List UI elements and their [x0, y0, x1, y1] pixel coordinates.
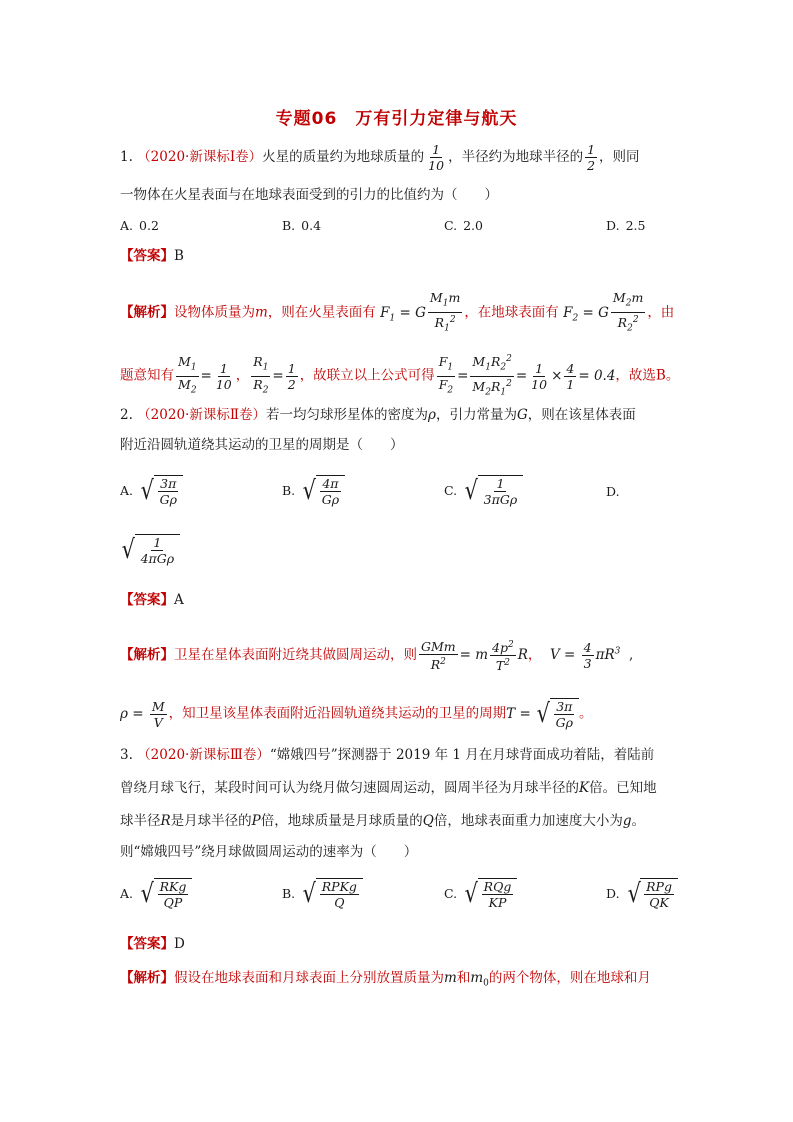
q1-fraction-1-2: $\frac{1}{2}$ — [587, 142, 596, 173]
q1-answer: 【答案】B — [120, 248, 184, 264]
q3-option-c: C. √ $\frac{\text{RQg}}{KP}$ — [444, 877, 517, 911]
q1-eq-radius-ratio: $\frac{R_1}{R_2}$ = $\frac{1}{2}$ — [253, 354, 296, 396]
q3-source: （2020·新课标Ⅲ卷） — [137, 747, 270, 763]
q3-line3: 球半径R是月球半径的P倍，地球质量是月球质量的Q倍，地球表面重力加速度大小为g。 — [120, 813, 645, 829]
q1-line2: 一物体在火星表面与在地球表面受到的引力的比值约为（ ） — [120, 187, 498, 203]
q1-line1 — [120, 142, 640, 173]
q3-answer: 【答案】D — [120, 936, 185, 952]
q3-line2: 曾绕月球飞行，某段时间可认为绕月做匀速圆周运动，圆周半径为月球半径的K倍。已知地 — [120, 780, 657, 796]
q2-eq-volume: V = $\frac{4}{3}$ $\pi R^3$ — [550, 640, 621, 672]
q1-option-a: A. 0.2 — [120, 218, 159, 233]
q1-fraction-1-10: $\frac{1}{10}$ — [428, 142, 445, 173]
q2-analysis-line2: ρ = $\frac{M}{V}$ ，知卫星该星体表面附近沿圆轨道绕其运动的卫星的周期T = √ $\frac{3\pi}{G\rho}$ 。 — [120, 698, 593, 730]
q2-eq-density: ρ = $\frac{M}{V}$ — [120, 698, 165, 730]
q1-eq-force-ratio: $\frac{F_1}{F_2}$ = $\frac{M_1R_2^2}{M_2R_1^2}$ = $\frac{1}{10}$ × $\frac{4}{1}$ = 0.4 — [438, 354, 616, 398]
q3-line4: 则“嫦娥四号”绕月球做圆周运动的速率为（ ） — [120, 844, 418, 860]
q1-option-d: D. 2.5 — [606, 218, 646, 233]
q2-eq-period: T = √ $\frac{3\pi}{G\rho}$ — [506, 706, 579, 722]
page-title: 专题06 万有引力定律与航天 — [275, 109, 518, 129]
q2-option-c: C. √ $\frac{1}{\text{3πGρ}}$ — [444, 474, 523, 508]
q3-analysis-line1: 【解析】假设在地球表面和月球表面上分别放置质量为m和$m_0$的两个物体，则在地球和月 — [120, 970, 651, 989]
q1-option-b: B. 0.4 — [282, 218, 322, 233]
q2-eq-centripetal: $\frac{\text{GMm}}{R^2}$ = m $\frac{4p^2}{T^2}$ R — [421, 639, 528, 674]
q2-line1: 2. （2020·新课标Ⅱ卷）若一均匀球形星体的密度为ρ，引力常量为G，则在该星体表面 — [120, 407, 636, 423]
q2-option-b: B. √ $\frac{4\pi}{G\rho}$ — [282, 474, 345, 508]
q2-line2: 附近沿圆轨道绕其运动的卫星的周期是（ ） — [120, 437, 404, 453]
q1-text-c: ，则同 — [599, 149, 640, 165]
q1-eq-earth-force: $F_2 = G$ $\frac{M_2m}{R_2^2}$ — [563, 290, 644, 334]
q1-source: （2020·新课标Ⅰ卷） — [137, 149, 263, 165]
q1-number: 1. — [120, 149, 133, 165]
q3-option-b: B. √ $\frac{\text{RPKg}}{Q}$ — [282, 877, 363, 911]
q1-eq-mass-ratio: $\frac{M_1}{M_2}$ = $\frac{1}{10}$ — [178, 354, 232, 396]
q1-analysis-line1: 【解析】设物体质量为m，则在火星表面有 $F_1 = G$ $\frac{M_1m}{R_1^2}$ ，在地球表面有 $F_2 = G$ $\frac{M_2m}{R_2^2}$ ，由 — [120, 290, 675, 334]
q2-analysis-line1: 【解析】卫星在星体表面附近绕其做圆周运动，则 $\frac{\text{GMm}}{R^2}$ = m $\frac{4p^2}{T^2}$ R， V = $\frac{4}{3}$ $\pi R^3$ , — [120, 639, 634, 674]
q1-text-b: ，半径约为地球半径的 — [448, 149, 584, 165]
q1-text-a: 火星的质量约为地球质量的 — [262, 149, 425, 165]
q2-source: （2020·新课标Ⅱ卷） — [137, 407, 267, 423]
q1-option-c: C. 2.0 — [444, 218, 483, 233]
q2-option-d: √ $\frac{1}{\text{4πGρ}}$ — [120, 533, 180, 567]
q3-line1: 3. （2020·新课标Ⅲ卷）“嫦娥四号”探测器于 2019 年 1 月在月球背面成功着陆，着陆前 — [120, 747, 655, 763]
q2-option-d-label: D. — [606, 484, 620, 499]
q3-option-a: A. √ $\frac{\text{RKg}}{QP}$ — [120, 877, 192, 911]
q1-eq-mars-force: $F_1 = G$ $\frac{M_1m}{R_1^2}$ — [380, 290, 461, 334]
q2-option-a: A. √ $\frac{3\pi}{G\rho}$ — [120, 474, 183, 508]
q1-analysis-line2: 题意知有 $\frac{M_1}{M_2}$ = $\frac{1}{10}$ ， $\frac{R_1}{R_2}$ = $\frac{1}{2}$ ，故联立以上公式可得 $\frac{F_1}{F_2}$ = $\frac{M_1R_2^2}{M_2R_1^2}$ = $\frac{1}{10}$ × $\frac{4}{1}$ = 0.4，故选B。 — [120, 354, 680, 398]
q3-option-d: D. √ $\frac{\text{RPg}}{QK}$ — [606, 877, 678, 911]
q1-analysis-label: 【解析】 — [120, 304, 174, 321]
q2-answer: 【答案】A — [120, 592, 184, 608]
